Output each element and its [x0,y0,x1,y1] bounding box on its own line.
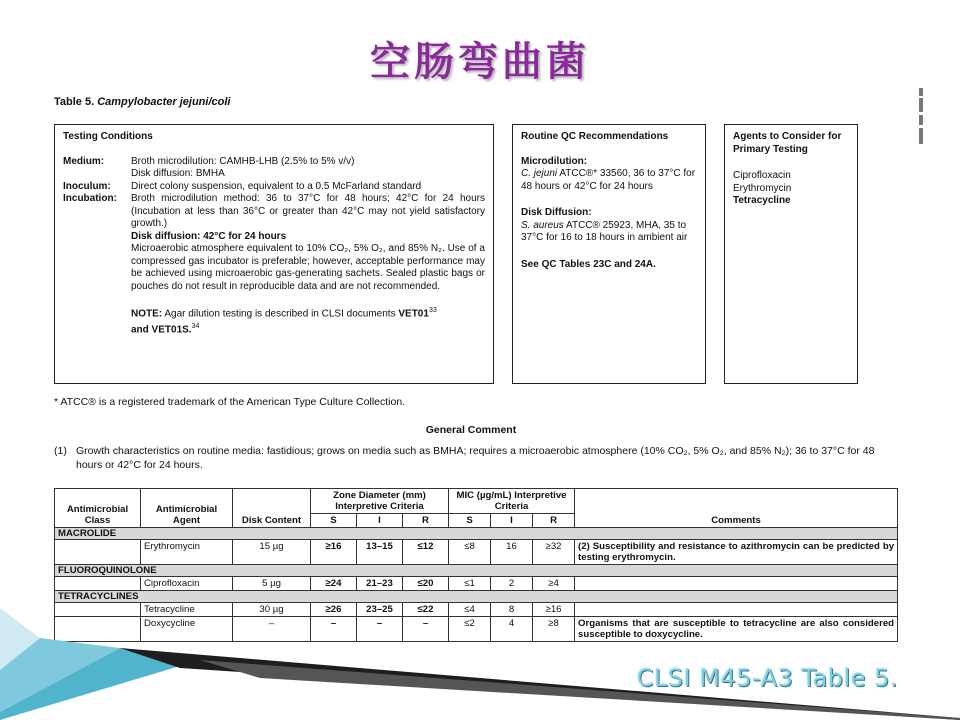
mic-i-cell: 2 [491,577,533,591]
section-row [55,528,898,540]
testing-conditions-header: Testing Conditions [63,131,153,142]
disk-content-cell: 5 µg [233,577,311,591]
header-mic: MIC (µg/mL) Interpretive Criteria [449,489,575,514]
zone-r-cell: ≤22 [403,603,449,617]
header-zone-diameter: Zone Diameter (mm) Interpretive Criteria [311,489,449,514]
decorative-ribbon [0,600,960,720]
zone-s-cell: ≥16 [311,540,357,565]
header-zone-s: S [311,514,357,528]
mic-i-cell: 4 [491,617,533,642]
general-comment: (1) Growth characteristics on routine media: fastidious; grows on media such as BMHA; requires a microaerobic atmosphere (10% CO₂, 5% O₂, and 85% N₂); 36 to 37°C for 48 hours or 42°C for 24 hours. [54,445,875,471]
qc-microdilution: C. jejuni ATCC®* 33560, 36 to 37°C for 48 hours or 42°C for 24 hours [521,168,696,192]
comment-cell [575,577,898,591]
mic-i-cell: 8 [491,603,533,617]
general-comment-title: General Comment [425,424,517,436]
table-title: Table 5. Campylobacter jejuni/coli [54,96,231,108]
disk-content-cell: 30 µg [233,603,311,617]
zone-i-cell: 13–15 [357,540,403,565]
incubation-atmosphere: Microaerobic atmosphere equivalent to 10% CO₂, 5% O₂, and 85% N₂. Use of a compressed gas incubator is preferable; however, acceptable performance may be achieved using microaerobic gas-generating sachets. Sealed plastic bags or pouches do not result in reproducible data and are not recommended. [131,243,485,292]
vertical-margin-text [914,88,928,158]
mic-s-cell: ≤2 [449,617,491,642]
agent-item: Erythromycin [733,182,792,194]
table-row [55,577,898,591]
header-zone-r: R [403,514,449,528]
class-cell [55,540,141,565]
zone-i-cell: – [357,617,403,642]
agent-item-bold: Tetracycline [733,195,791,206]
agent-item: Ciprofloxacin [733,170,791,181]
zone-i-cell: 23–25 [357,603,403,617]
section-name: FLUOROQUINOLONE [55,565,898,577]
medium-disk: Disk diffusion: BMHA [131,168,225,179]
agent-cell: Tetracycline [141,603,233,617]
zone-s-cell: ≥26 [311,603,357,617]
zone-r-cell: – [403,617,449,642]
document-page [36,88,906,648]
agents-header: Agents to Consider for Primary Testing [733,131,842,155]
header-class: Antimicrobial Class [55,489,141,528]
section-row [55,565,898,577]
medium-broth: Broth microdilution: CAMHB-LHB (2.5% to 5% v/v) [131,155,355,167]
header-comments: Comments [575,489,898,528]
zone-i-cell: 21–23 [357,577,403,591]
incubation-broth: Broth microdilution method: 36 to 37°C for 48 hours; 42°C for 24 hours (Incubation at less than 36°C or greater than 42°C may not yield satisfactory growth.) [131,193,485,229]
disk-content-cell: 15 µg [233,540,311,565]
header-agent: Antimicrobial Agent [141,489,233,528]
header-disk-content: Disk Content [233,489,311,528]
mic-s-cell: ≤8 [449,540,491,565]
mic-r-cell: ≥8 [533,617,575,642]
table-row [55,540,898,565]
qc-recommendations-box: Routine QC Recommendations Microdilution: C. jejuni ATCC®* 33560, 36 to 37°C for 48 hours or 42°C for 24 hours Disk Diffusion: S. aureus ATCC® 25923, MHA, 35 to 37°C for 16 to 18 hours in ambient air See QC Tables 23C and 24A. [512,124,706,384]
header-mic-s: S [449,514,491,528]
zone-s-cell: – [311,617,357,642]
inoculum-text: Direct colony suspension, equivalent to a 0.5 McFarland standard [131,180,422,192]
header-zone-i: I [357,514,403,528]
header-mic-r: R [533,514,575,528]
section-name: TETRACYCLINES [55,591,898,603]
slide-title: 空肠弯曲菌 [370,39,590,85]
zone-s-cell: ≥24 [311,577,357,591]
incubation-disk: Disk diffusion: 42°C for 24 hours [131,230,287,242]
agent-cell: Ciprofloxacin [141,577,233,591]
agent-cell: Doxycycline [141,617,233,642]
mic-r-cell: ≥32 [533,540,575,565]
agent-cell: Erythromycin [141,540,233,565]
header-mic-i: I [491,514,533,528]
class-cell [55,577,141,591]
comment-cell: (2) Susceptibility and resistance to azithromycin can be predicted by testing erythromycin. [575,540,898,565]
zone-r-cell: ≤20 [403,577,449,591]
section-name: MACROLIDE [55,528,898,540]
qc-header: Routine QC Recommendations [521,131,669,142]
mic-r-cell: ≥4 [533,577,575,591]
comment-cell: Organisms that are susceptible to tetracycline are also considered susceptible to doxycycline. [575,617,898,642]
qc-disk-diffusion: S. aureus ATCC® 25923, MHA, 35 to 37°C for 16 to 18 hours in ambient air [521,219,688,243]
mic-s-cell: ≤1 [449,577,491,591]
source-citation: CLSI M45-A3 Table 5. [636,664,898,692]
testing-note: NOTE: Agar dilution testing is described in CLSI documents $VET01^{33}$ and VET01S.$^{34}$ [131,307,437,336]
mic-i-cell: 16 [491,540,533,565]
mic-r-cell: ≥16 [533,603,575,617]
zone-r-cell: ≤12 [403,540,449,565]
primary-agents-box [724,124,858,384]
testing-conditions-box: Testing Conditions Medium: Broth microdilution: CAMHB-LHB (2.5% to 5% v/v) Disk diffusion: BMHA Inoculum: Direct colony suspension, equivalent to a 0.5 McFarland standard Incubation: Broth microdilution method: 36 to 37°C for 48 hours; 42°C for 24 hours (Incubation at less than 36°C or greater than 42°C may not yield satisfactory growth.) Disk diffusion: 42°C for 24 hours Microaerobic atmosphere equivalent to 10% CO₂, 5% O₂, and 85% N₂. Use of a compressed gas incubator is preferable; however, acceptable performance may be achieved using microaerobic gas-generating sachets. Sealed plastic bags or pouches do not result in reproducible data and are not recommended. NOTE: Agar dilution testing is described in CLSI documents $VET01^{33}$ and VET01S.$^{34}$ [54,124,494,384]
atcc-footnote: * ATCC® is a registered trademark of the American Type Culture Collection. [54,396,406,408]
disk-content-cell: – [233,617,311,642]
qc-see-tables: See QC Tables 23C and 24A. [521,258,656,270]
mic-s-cell: ≤4 [449,603,491,617]
